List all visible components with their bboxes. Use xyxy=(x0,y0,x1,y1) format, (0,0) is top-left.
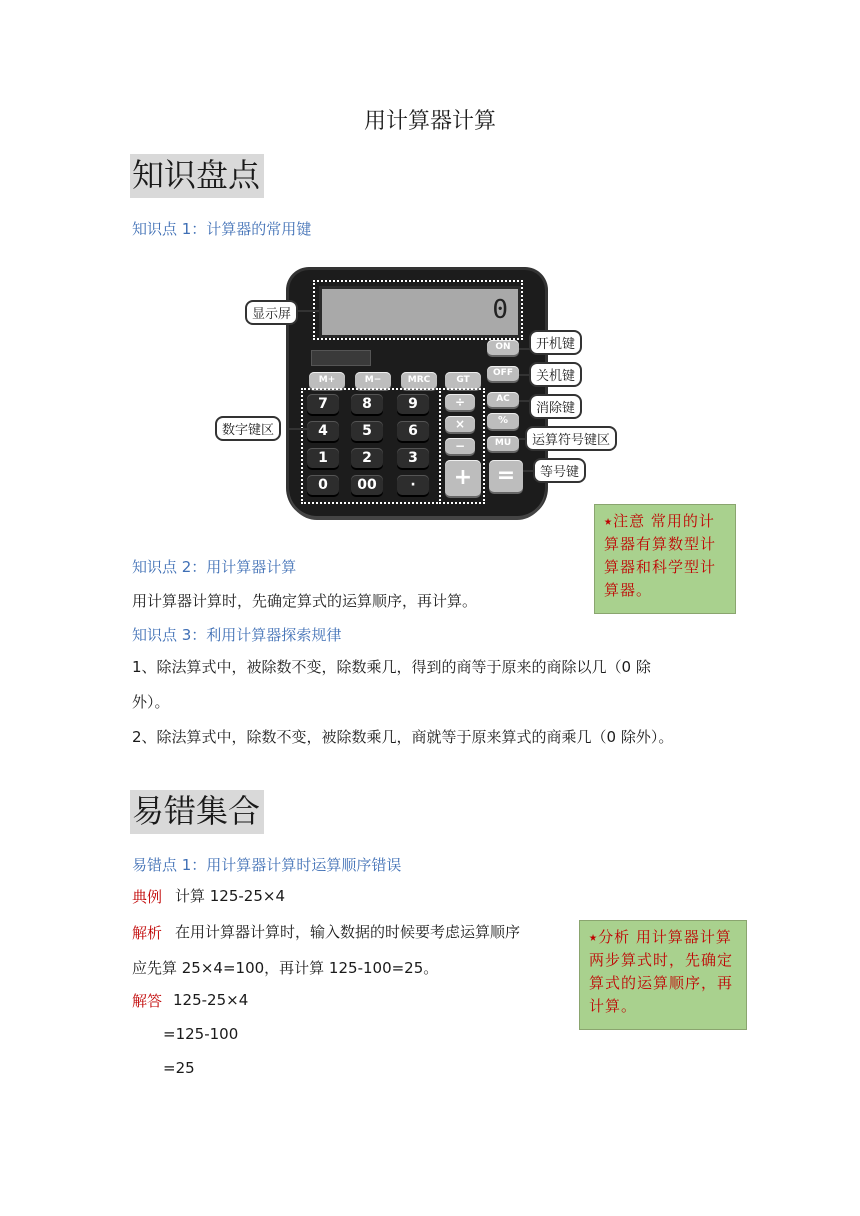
key-6: 6 xyxy=(397,421,429,441)
section-heading-errors: 易错集合 xyxy=(130,790,264,834)
answer-label: 解答 xyxy=(132,992,163,1010)
leader-line-digits xyxy=(289,428,309,430)
key-equals: = xyxy=(489,460,523,492)
key-m-minus: M− xyxy=(355,372,391,389)
knowledge-point-3: 知识点 3：利用计算器探索规律 xyxy=(132,626,342,644)
key-00: 00 xyxy=(351,475,383,495)
calculator-illustration xyxy=(193,258,655,526)
solar-panel xyxy=(311,350,371,366)
page-title: 用计算器计算 xyxy=(363,109,496,134)
note-attention: ⭑注意 常用的计算器有算数型计算器和科学型计算器。 xyxy=(594,504,736,614)
callout-off: 关机键 xyxy=(529,362,582,387)
key-9: 9 xyxy=(397,394,429,414)
rule-1-line-1: 1、除法算式中，被除数不变，除数乘几，得到的商等于原来的商除以几（0 除 xyxy=(132,658,651,676)
key-mu: MU xyxy=(487,436,519,451)
key-7: 7 xyxy=(307,394,339,414)
callout-clear: 消除键 xyxy=(529,394,582,419)
callout-digits: 数字键区 xyxy=(215,416,281,441)
key-divide: ÷ xyxy=(445,394,475,410)
callout-display: 显示屏 xyxy=(245,300,298,325)
key-off: OFF xyxy=(487,366,519,381)
key-dot: · xyxy=(397,475,429,495)
digit-region-outline xyxy=(301,388,441,504)
knowledge-point-2: 知识点 2：用计算器计算 xyxy=(132,558,297,576)
error-point-1: 易错点 1：用计算器计算时运算顺序错误 xyxy=(132,856,402,874)
analysis-label: 解析 xyxy=(132,924,163,942)
key-8: 8 xyxy=(351,394,383,414)
analysis-line-2: 应先算 25×4=100，再计算 125-100=25。 xyxy=(132,959,439,977)
calculator-body xyxy=(289,270,545,516)
rule-2: 2、除法算式中，除数不变，被除数乘几，商就等于原来算式的商乘几（0 除外）。 xyxy=(132,728,674,746)
knowledge-point-1: 知识点 1：计算器的常用键 xyxy=(132,220,312,238)
key-4: 4 xyxy=(307,421,339,441)
answer-line-1: 125-25×4 xyxy=(173,991,249,1009)
key-on: ON xyxy=(487,340,519,355)
key-5: 5 xyxy=(351,421,383,441)
example-text: 计算 125-25×4 xyxy=(175,887,286,905)
answer-line-3: =25 xyxy=(163,1059,195,1077)
key-0: 0 xyxy=(307,475,339,495)
section-heading-knowledge: 知识盘点 xyxy=(130,154,264,198)
key-m-plus: M+ xyxy=(309,372,345,389)
operator-region-outline xyxy=(439,388,485,504)
key-1: 1 xyxy=(307,448,339,468)
display-region-outline xyxy=(313,280,523,340)
answer-line-2: =125-100 xyxy=(163,1025,239,1043)
key-gt: GT xyxy=(445,372,481,389)
note-analysis: ⭑分析 用计算器计算两步算式时，先确定算式的运算顺序，再计算。 xyxy=(579,920,747,1030)
screen-digit: 0 xyxy=(492,295,508,325)
key-plus: + xyxy=(445,460,481,496)
key-ac: AC xyxy=(487,392,519,407)
leader-line-equals xyxy=(523,470,533,472)
key-multiply: × xyxy=(445,416,475,432)
key-percent: % xyxy=(487,413,519,429)
rule-1-line-2: 外）。 xyxy=(132,693,170,711)
callout-equals: 等号键 xyxy=(533,458,586,483)
key-minus: − xyxy=(445,438,475,454)
knowledge-point-2-text: 用计算器计算时，先确定算式的运算顺序，再计算。 xyxy=(132,592,478,610)
key-2: 2 xyxy=(351,448,383,468)
key-mrc: MRC xyxy=(401,372,437,389)
callout-on: 开机键 xyxy=(529,330,582,355)
key-3: 3 xyxy=(397,448,429,468)
callout-operators: 运算符号键区 xyxy=(525,426,617,451)
example-label: 典例 xyxy=(132,888,163,906)
analysis-line-1: 在用计算器计算时，输入数据的时候要考虑运算顺序 xyxy=(175,923,521,941)
